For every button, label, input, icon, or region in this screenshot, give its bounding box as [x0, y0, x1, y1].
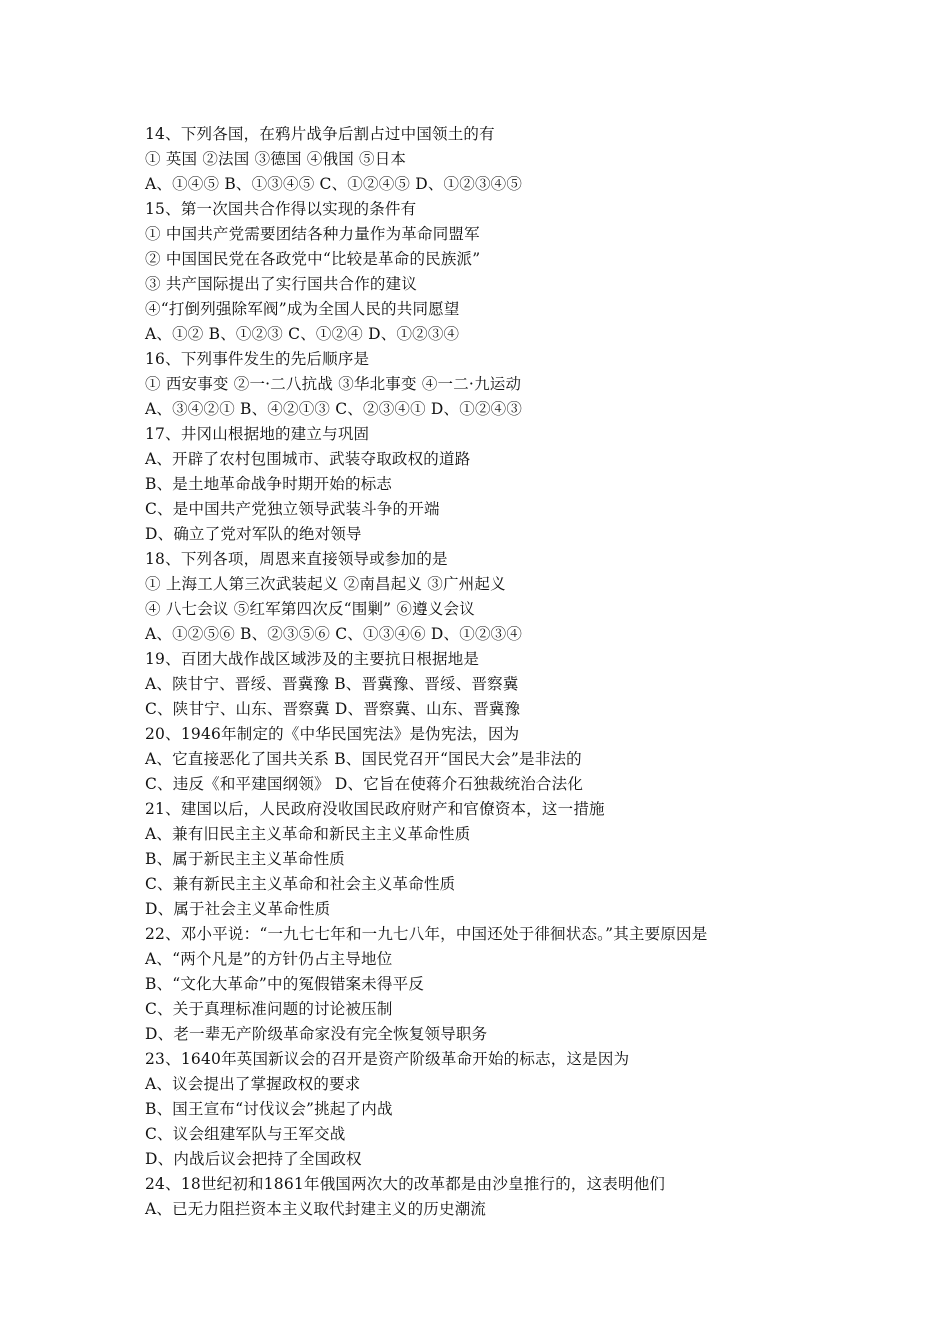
question-15-item-4: ④“打倒列强除军阀”成为全国人民的共同愿望: [145, 300, 460, 318]
question-15-item-1: ① 中国共产党需要团结各种力量作为革命同盟军: [145, 225, 480, 243]
question-24-stem: 24、18世纪初和1861年俄国两次大的改革都是由沙皇推行的，这表明他们: [145, 1175, 666, 1193]
question-17-option-c: C、是中国共产党独立领导武装斗争的开端: [145, 500, 440, 518]
question-21-option-d: D、属于社会主义革命性质: [145, 900, 331, 918]
question-23-option-d: D、内战后议会把持了全国政权: [145, 1150, 362, 1168]
question-23-option-c: C、议会组建军队与王军交战: [145, 1125, 346, 1143]
question-18-items-1: ① 上海工人第三次武装起义 ②南昌起义 ③广州起义: [145, 575, 506, 593]
question-21-option-a: A、兼有旧民主主义革命和新民主主义革命性质: [145, 825, 471, 843]
question-23-option-a: A、议会提出了掌握政权的要求: [145, 1075, 361, 1093]
question-22-option-c: C、关于真理标准问题的讨论被压制: [145, 1000, 393, 1018]
question-19-options-ab: A、陕甘宁、晋绥、晋冀豫 B、晋冀豫、晋绥、晋察冀: [145, 675, 519, 693]
question-17-option-a: A、开辟了农村包围城市、武装夺取政权的道路: [145, 450, 471, 468]
question-20-stem: 20、1946年制定的《中华民国宪法》是伪宪法，因为: [145, 725, 520, 743]
question-21-option-b: B、属于新民主主义革命性质: [145, 850, 345, 868]
question-19-stem: 19、百团大战作战区域涉及的主要抗日根据地是: [145, 650, 480, 668]
question-21-stem: 21、建国以后，人民政府没收国民政府财产和官僚资本，这一措施: [145, 800, 605, 818]
question-24-option-a: A、已无力阻拦资本主义取代封建主义的历史潮流: [145, 1200, 487, 1218]
question-15-item-2: ② 中国国民党在各政党中“比较是革命的民族派”: [145, 250, 481, 268]
question-16-items: ① 西安事变 ②一·二八抗战 ③华北事变 ④一二·九运动: [145, 375, 522, 393]
question-18-items-2: ④ 八七会议 ⑤红军第四次反“围剿” ⑥遵义会议: [145, 600, 475, 618]
question-19-options-cd: C、陕甘宁、山东、晋察冀 D、晋察冀、山东、晋冀豫: [145, 700, 521, 718]
question-15-options: A、①② B、①②③ C、①②④ D、①②③④: [145, 325, 460, 343]
question-16-stem: 16、下列事件发生的先后顺序是: [145, 350, 370, 368]
question-17-option-d: D、确立了党对军队的绝对领导: [145, 525, 362, 543]
question-17-stem: 17、井冈山根据地的建立与巩固: [145, 425, 370, 443]
question-17-option-b: B、是土地革命战争时期开始的标志: [145, 475, 393, 493]
question-text-block: [145, 122, 925, 1222]
question-23-option-b: B、国王宣布“讨伐议会”挑起了内战: [145, 1100, 393, 1118]
question-18-stem: 18、下列各项，周恩来直接领导或参加的是: [145, 550, 448, 568]
question-14-stem: 14、下列各国，在鸦片战争后割占过中国领土的有: [145, 125, 495, 143]
question-22-option-a: A、“两个凡是”的方针仍占主导地位: [145, 950, 393, 968]
question-16-options: A、③④②① B、④②①③ C、②③④① D、①②④③: [145, 400, 523, 418]
question-21-option-c: C、兼有新民主主义革命和社会主义革命性质: [145, 875, 456, 893]
question-22-option-b: B、“文化大革命”中的冤假错案未得平反: [145, 975, 425, 993]
question-18-options: A、①②⑤⑥ B、②③⑤⑥ C、①③④⑥ D、①②③④: [145, 625, 523, 643]
question-15-item-3: ③ 共产国际提出了实行国共合作的建议: [145, 275, 418, 293]
question-14-items: ① 英国 ②法国 ③德国 ④俄国 ⑤日本: [145, 150, 407, 168]
question-20-options-ab: A、它直接恶化了国共关系 B、国民党召开“国民大会”是非法的: [145, 750, 582, 768]
question-22-stem: 22、邓小平说：“一九七七年和一九七八年，中国还处于徘徊状态。”其主要原因是: [145, 925, 708, 943]
question-14-options: A、①④⑤ B、①③④⑤ C、①②④⑤ D、①②③④⑤: [145, 175, 523, 193]
question-22-option-d: D、老一辈无产阶级革命家没有完全恢复领导职务: [145, 1025, 488, 1043]
question-23-stem: 23、1640年英国新议会的召开是资产阶级革命开始的标志，这是因为: [145, 1050, 630, 1068]
question-15-stem: 15、第一次国共合作得以实现的条件有: [145, 200, 417, 218]
question-20-options-cd: C、违反《和平建国纲领》 D、它旨在使蒋介石独裁统治合法化: [145, 775, 584, 793]
